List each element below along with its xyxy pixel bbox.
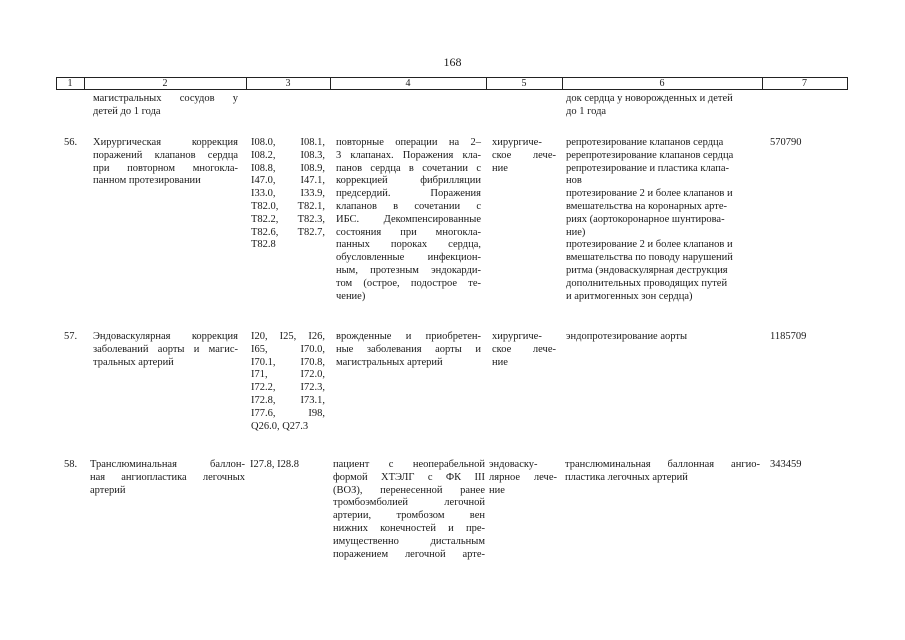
code-line: I20, I25, I26, [251,331,325,342]
code: T82.7, [297,226,325,238]
text-line: и аритмогенных зон сердца) [566,290,693,302]
text-line: тральных артерий [93,356,174,368]
text-line: коррекцией фибрилляции [336,175,481,187]
model-cell [333,459,485,561]
text-line: Транслюминальная баллон- [90,459,245,470]
text-line: панном протезировании [93,175,201,187]
text-line: дополнительных проводящих путей [566,277,728,289]
text-line: (ВОЗ), перенесенной ранее [333,484,485,496]
code-line: I71, I72.0, [251,369,325,381]
table-header-rule [56,89,848,90]
name-cell [90,459,245,497]
text-line: ское лече- [492,149,556,161]
row-number: 57. [64,331,78,342]
text-line: до 1 года [566,105,607,117]
code: T82.0, [251,200,279,212]
text-line: лярное лече- [489,471,557,483]
column-header-3: 3 [285,78,291,89]
text-line: ское лече- [492,343,556,355]
text-line: поражением легочной арте- [333,548,485,560]
codes-cell [250,459,326,472]
text-line: ные заболевания аорты и [336,343,481,355]
text-line: том (острое, подострое те- [336,277,481,289]
code: I08.2, [251,149,276,161]
column-header-6: 6 [659,78,665,89]
model-cell [336,137,481,303]
text-line: повторные операции на 2– [336,137,481,148]
text-line: формой ХТЭЛГ с ФК III [333,471,485,483]
text-line: обусловленные инфекцион- [336,252,481,264]
code-line: Q26.0, Q27.3 [251,420,309,432]
method-cell [565,459,760,485]
cost-cell: 1185709 [770,331,807,342]
text-line: артерии, тромбозом вен [333,510,485,522]
text-line: риях (аортокоронарное шунтирова- [566,213,725,225]
code-line: I65, I70.0, [251,343,325,355]
treatment-type-cell [489,459,557,497]
column-header-1: 1 [67,78,73,89]
text-line: при повторном многокла- [93,162,238,174]
cost-cell: 570790 [770,137,802,148]
code: I08.9, [300,162,325,174]
column-header-7: 7 [802,78,807,89]
text-line: имущественно дистальным [333,535,485,547]
column-header-4: 4 [405,78,411,89]
page-number: 168 [443,55,462,69]
code-line: I77.6, I98, [251,407,325,419]
column-divider [847,77,848,90]
code: T82.3, [297,213,325,225]
name-cell [93,93,238,119]
text-line: протезирование 2 и более клапанов и [566,188,733,200]
code-line: I70.1, I70.8, [251,356,325,368]
text-line: магистральных сосудов у [93,93,238,104]
code-line: I72.8, I73.1, [251,394,325,406]
code: I33.9, [300,188,325,200]
text-line: эндопротезирование аорты [566,331,688,342]
code: I08.0, [251,137,276,148]
text-line: Хирургическая коррекция [93,137,238,148]
text-line: магистральных артерий [336,356,443,368]
text-line: эндоваску- [489,459,538,470]
code: T82.6, [251,226,279,238]
text-line: панов сердца в сочетании с [336,162,481,174]
text-line: ререпротезирование клапанов сердца [566,149,734,161]
text-line: тромбоэмболией легочной [333,497,485,509]
method-cell [566,331,758,344]
column-header-5: 5 [521,78,527,89]
code: T82.2, [251,213,279,225]
codes-cell [251,331,325,433]
text-line: ИБС. Декомпенсированные [336,213,481,225]
text-line: протезирование 2 и более клапанов и [566,239,733,251]
text-line: поражений клапанов сердца [93,149,238,161]
code: I08.3, [300,149,325,161]
text-line: ние) [566,226,586,238]
column-header-2: 2 [162,78,168,89]
model-cell [336,331,481,369]
code: I08.8, [251,162,276,174]
text-line: нижних конечностей и пре- [333,522,485,534]
text-line: хирургиче- [492,331,542,342]
code: T82.1, [297,200,325,212]
text-line: хирургиче- [492,137,542,148]
code: I47.0, [251,175,276,187]
text-line: ние [492,162,508,174]
treatment-type-cell [492,137,556,175]
code-line: I72.2, I72.3, [251,382,325,394]
text-line: детей до 1 года [93,105,161,117]
text-line: репротезирование и пластика клапа- [566,162,730,174]
row-number: 58. [64,459,78,470]
text-line: предсердий. Поражения [336,188,481,200]
codes-cell-right [282,137,325,239]
text-line: нов [566,175,582,187]
text-line: врожденные и приобретен- [336,331,481,342]
text-line: чение) [336,290,366,302]
text-line: заболеваний аорты и магис- [93,343,238,355]
text-line: пластика легочных артерий [565,471,688,483]
code: I33.0, [251,188,276,200]
method-cell [566,137,758,303]
code: T82.8 [251,239,276,251]
text-line: артерий [90,484,126,496]
text-line: пациент с неоперабельной [333,459,485,470]
text-line: ние [492,356,508,368]
text-line: 3 клапанах. Поражения кла- [336,149,481,161]
text-line: состояния при многокла- [336,226,481,238]
text-line: ная ангиопластика легочных [90,471,245,483]
text-line: транслюминальная баллонная ангио- [565,459,760,470]
text-line: репротезирование клапанов сердца [566,137,724,148]
text-line: ние [489,484,505,496]
text-line: Эндоваскулярная коррекция [93,331,238,342]
code: I47.1, [300,175,325,187]
method-cell [566,93,756,119]
name-cell [93,331,238,369]
text-line: ритма (эндоваскулярная деструкция [566,264,728,276]
row-number: 56. [64,137,78,148]
text-line: вмешательства на коронарных арте- [566,200,728,212]
text-line: док сердца у новорожденных и детей [566,93,733,104]
text-line: панных пороках сердца, [336,239,481,251]
cost-cell: 343459 [770,459,802,470]
text-line: вмешательства по поводу нарушений [566,252,733,264]
code-line: I27.8, I28.8 [250,459,299,470]
name-cell [93,137,238,188]
text-line: ным, протезным эндокарди- [336,264,481,276]
text-line: клапанов в сочетании с [336,200,481,212]
treatment-type-cell [492,331,556,369]
code: I08.1, [300,137,325,148]
